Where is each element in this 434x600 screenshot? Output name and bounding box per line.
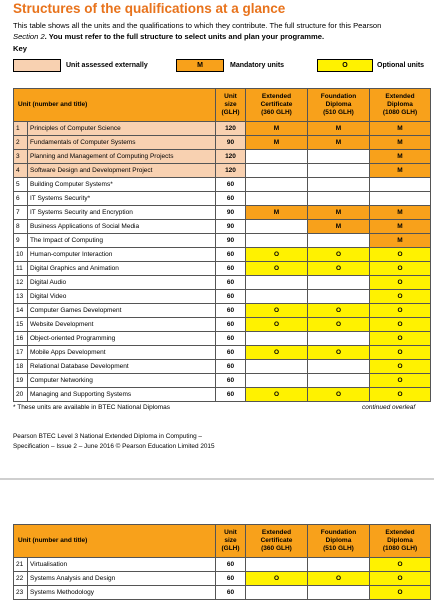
table-header-row — [14, 525, 431, 558]
unit-title: Planning and Management of Computing Projects — [28, 150, 216, 164]
unit-title: Digital Video — [28, 290, 216, 304]
extended-diploma-cell: O — [370, 318, 431, 332]
extended-certificate-cell — [246, 586, 308, 600]
header-size: Unit size (GLH) — [216, 89, 246, 122]
unit-number: 2 — [14, 136, 28, 150]
unit-title: Computer Games Development — [28, 304, 216, 318]
extended-diploma-cell — [370, 192, 431, 206]
unit-title: Object-oriented Programming — [28, 332, 216, 346]
extended-diploma-cell: M — [370, 122, 431, 136]
unit-number: 19 — [14, 374, 28, 388]
extended-certificate-cell: M — [246, 206, 308, 220]
table-row — [14, 192, 431, 206]
table-row — [14, 122, 431, 136]
extended-certificate-cell — [246, 164, 308, 178]
unit-title: Digital Audio — [28, 276, 216, 290]
table-row — [14, 332, 431, 346]
unit-number: 9 — [14, 234, 28, 248]
table-row — [14, 388, 431, 402]
foundation-diploma-cell — [308, 360, 370, 374]
unit-size: 90 — [216, 220, 246, 234]
foundation-diploma-cell: O — [308, 304, 370, 318]
unit-number: 5 — [14, 178, 28, 192]
unit-number: 20 — [14, 388, 28, 402]
table-row — [14, 572, 431, 586]
extended-diploma-cell: O — [370, 558, 431, 572]
key-label: Key — [13, 44, 27, 53]
unit-title: Managing and Supporting Systems — [28, 388, 216, 402]
unit-size: 60 — [216, 558, 246, 572]
key-optional-label: Optional units — [377, 62, 425, 69]
section-reference: Section 2 — [13, 32, 45, 41]
unit-title: Relational Database Development — [28, 360, 216, 374]
extended-certificate-cell — [246, 150, 308, 164]
table-row — [14, 346, 431, 360]
unit-size: 120 — [216, 122, 246, 136]
extended-diploma-cell: O — [370, 586, 431, 600]
extended-diploma-cell: M — [370, 220, 431, 234]
table-row — [14, 318, 431, 332]
unit-number: 8 — [14, 220, 28, 234]
foundation-diploma-cell — [308, 192, 370, 206]
unit-size: 60 — [216, 374, 246, 388]
extended-certificate-cell — [246, 360, 308, 374]
unit-size: 60 — [216, 262, 246, 276]
unit-title: Virtualisation — [28, 558, 216, 572]
unit-number: 13 — [14, 290, 28, 304]
foundation-diploma-cell — [308, 150, 370, 164]
header-unit: Unit (number and title) — [14, 525, 216, 558]
extended-diploma-cell: O — [370, 248, 431, 262]
header-size: Unit size (GLH) — [216, 525, 246, 558]
intro-paragraph — [13, 20, 434, 42]
unit-size: 60 — [216, 248, 246, 262]
unit-number: 17 — [14, 346, 28, 360]
extended-certificate-cell — [246, 220, 308, 234]
unit-size: 90 — [216, 206, 246, 220]
table-row — [14, 262, 431, 276]
foundation-diploma-cell: M — [308, 136, 370, 150]
foundation-diploma-cell: O — [308, 346, 370, 360]
foundation-diploma-cell: M — [308, 220, 370, 234]
unit-title: Mobile Apps Development — [28, 346, 216, 360]
extended-diploma-cell: M — [370, 234, 431, 248]
extended-diploma-cell: O — [370, 374, 431, 388]
unit-number: 1 — [14, 122, 28, 136]
unit-number: 22 — [14, 572, 28, 586]
foundation-diploma-cell: M — [308, 122, 370, 136]
unit-number: 15 — [14, 318, 28, 332]
table-row — [14, 360, 431, 374]
publication-info — [13, 432, 215, 452]
page-title: Structures of the qualifications at a glance — [13, 1, 286, 16]
extended-certificate-cell: O — [246, 304, 308, 318]
intro-instruction: . You must refer to the full structure to select units and plan your programme. — [44, 32, 325, 41]
unit-size: 120 — [216, 150, 246, 164]
unit-number: 3 — [14, 150, 28, 164]
unit-size: 90 — [216, 234, 246, 248]
foundation-diploma-cell — [308, 164, 370, 178]
extended-diploma-cell: M — [370, 164, 431, 178]
key-external-label: Unit assessed externally — [66, 62, 148, 69]
foundation-diploma-cell — [308, 374, 370, 388]
unit-number: 18 — [14, 360, 28, 374]
extended-diploma-cell — [370, 178, 431, 192]
extended-certificate-cell — [246, 276, 308, 290]
unit-number: 4 — [14, 164, 28, 178]
key-optional-swatch: O — [317, 59, 373, 72]
table-row — [14, 304, 431, 318]
table-row — [14, 164, 431, 178]
table-row — [14, 150, 431, 164]
extended-diploma-cell: O — [370, 572, 431, 586]
unit-title: The Impact of Computing — [28, 234, 216, 248]
extended-diploma-cell: O — [370, 276, 431, 290]
extended-diploma-cell: M — [370, 206, 431, 220]
extended-diploma-cell: O — [370, 332, 431, 346]
table-row — [14, 220, 431, 234]
unit-size: 60 — [216, 586, 246, 600]
unit-title: Systems Analysis and Design — [28, 572, 216, 586]
unit-title: Building Computer Systems* — [28, 178, 216, 192]
unit-size: 60 — [216, 318, 246, 332]
units-table-continued — [13, 524, 431, 600]
foundation-diploma-cell: O — [308, 248, 370, 262]
foundation-diploma-cell — [308, 234, 370, 248]
foundation-diploma-cell: O — [308, 262, 370, 276]
page-break — [0, 478, 434, 480]
header-unit: Unit (number and title) — [14, 89, 216, 122]
foundation-diploma-cell — [308, 332, 370, 346]
foundation-diploma-cell — [308, 586, 370, 600]
table-row — [14, 558, 431, 572]
foundation-diploma-cell: O — [308, 388, 370, 402]
unit-size: 120 — [216, 164, 246, 178]
unit-number: 14 — [14, 304, 28, 318]
unit-title: Business Applications of Social Media — [28, 220, 216, 234]
extended-certificate-cell — [246, 374, 308, 388]
table-row — [14, 206, 431, 220]
unit-title: Website Development — [28, 318, 216, 332]
extended-certificate-cell — [246, 192, 308, 206]
publication-line-1: Pearson BTEC Level 3 National Extended Diploma in Computing – — [13, 433, 202, 440]
unit-number: 6 — [14, 192, 28, 206]
foundation-diploma-cell — [308, 178, 370, 192]
unit-size: 60 — [216, 304, 246, 318]
foundation-diploma-cell — [308, 290, 370, 304]
foundation-diploma-cell: M — [308, 206, 370, 220]
table-row — [14, 374, 431, 388]
extended-diploma-cell: O — [370, 304, 431, 318]
extended-certificate-cell: O — [246, 346, 308, 360]
extended-certificate-cell — [246, 290, 308, 304]
extended-certificate-cell: M — [246, 136, 308, 150]
header-extended-certificate: Extended Certificate (360 GLH) — [246, 89, 308, 122]
extended-certificate-cell: O — [246, 318, 308, 332]
unit-title: Principles of Computer Science — [28, 122, 216, 136]
extended-certificate-cell — [246, 558, 308, 572]
extended-diploma-cell: O — [370, 360, 431, 374]
unit-size: 60 — [216, 360, 246, 374]
header-extended-certificate: Extended Certificate (360 GLH) — [246, 525, 308, 558]
table-row — [14, 136, 431, 150]
foundation-diploma-cell — [308, 276, 370, 290]
units-table — [13, 88, 431, 402]
unit-title: Computer Networking — [28, 374, 216, 388]
footnote: * These units are available in BTEC National Diplomas — [13, 404, 171, 411]
extended-diploma-cell: O — [370, 346, 431, 360]
unit-number: 7 — [14, 206, 28, 220]
extended-certificate-cell: O — [246, 388, 308, 402]
unit-size: 60 — [216, 388, 246, 402]
table-row — [14, 234, 431, 248]
extended-certificate-cell: O — [246, 248, 308, 262]
table-row — [14, 586, 431, 600]
unit-title: Systems Methodology — [28, 586, 216, 600]
unit-title: IT Systems Security and Encryption — [28, 206, 216, 220]
unit-size: 60 — [216, 192, 246, 206]
extended-diploma-cell: O — [370, 388, 431, 402]
intro-line-2 — [13, 31, 434, 42]
continued-overleaf: continued overleaf — [362, 404, 416, 411]
extended-certificate-cell — [246, 332, 308, 346]
unit-title: Digital Graphics and Animation — [28, 262, 216, 276]
foundation-diploma-cell: O — [308, 318, 370, 332]
header-foundation-diploma: Foundation Diploma (510 GLH) — [308, 525, 370, 558]
extended-diploma-cell: M — [370, 136, 431, 150]
table-row — [14, 290, 431, 304]
unit-number: 16 — [14, 332, 28, 346]
unit-size: 60 — [216, 290, 246, 304]
header-foundation-diploma: Foundation Diploma (510 GLH) — [308, 89, 370, 122]
table-row — [14, 248, 431, 262]
key-external-swatch — [13, 59, 61, 72]
publication-line-2: Specification – Issue 2 – June 2016 © Pearson Education Limited 2015 — [13, 443, 215, 450]
unit-number: 10 — [14, 248, 28, 262]
unit-size: 60 — [216, 178, 246, 192]
table-header-row — [14, 89, 431, 122]
key-mandatory-swatch: M — [176, 59, 224, 72]
unit-number: 12 — [14, 276, 28, 290]
extended-certificate-cell: M — [246, 122, 308, 136]
unit-size: 60 — [216, 346, 246, 360]
extended-diploma-cell: O — [370, 262, 431, 276]
unit-title: Human-computer Interaction — [28, 248, 216, 262]
extended-certificate-cell: O — [246, 262, 308, 276]
table-row — [14, 178, 431, 192]
header-extended-diploma: Extended Diploma (1080 GLH) — [370, 89, 431, 122]
unit-number: 11 — [14, 262, 28, 276]
unit-number: 23 — [14, 586, 28, 600]
extended-diploma-cell: O — [370, 290, 431, 304]
foundation-diploma-cell — [308, 558, 370, 572]
unit-size: 60 — [216, 276, 246, 290]
unit-title: IT Systems Security* — [28, 192, 216, 206]
extended-certificate-cell — [246, 234, 308, 248]
extended-diploma-cell: M — [370, 150, 431, 164]
unit-title: Fundamentals of Computer Systems — [28, 136, 216, 150]
unit-size: 60 — [216, 332, 246, 346]
key-mandatory-label: Mandatory units — [230, 62, 285, 69]
unit-number: 21 — [14, 558, 28, 572]
intro-line-1: This table shows all the units and the qualifications to which they contribute. The full structure for this Pearson — [13, 21, 382, 30]
foundation-diploma-cell: O — [308, 572, 370, 586]
unit-size: 60 — [216, 572, 246, 586]
table-row — [14, 276, 431, 290]
header-extended-diploma: Extended Diploma (1080 GLH) — [370, 525, 431, 558]
extended-certificate-cell: O — [246, 572, 308, 586]
unit-size: 90 — [216, 136, 246, 150]
extended-certificate-cell — [246, 178, 308, 192]
unit-title: Software Design and Development Project — [28, 164, 216, 178]
